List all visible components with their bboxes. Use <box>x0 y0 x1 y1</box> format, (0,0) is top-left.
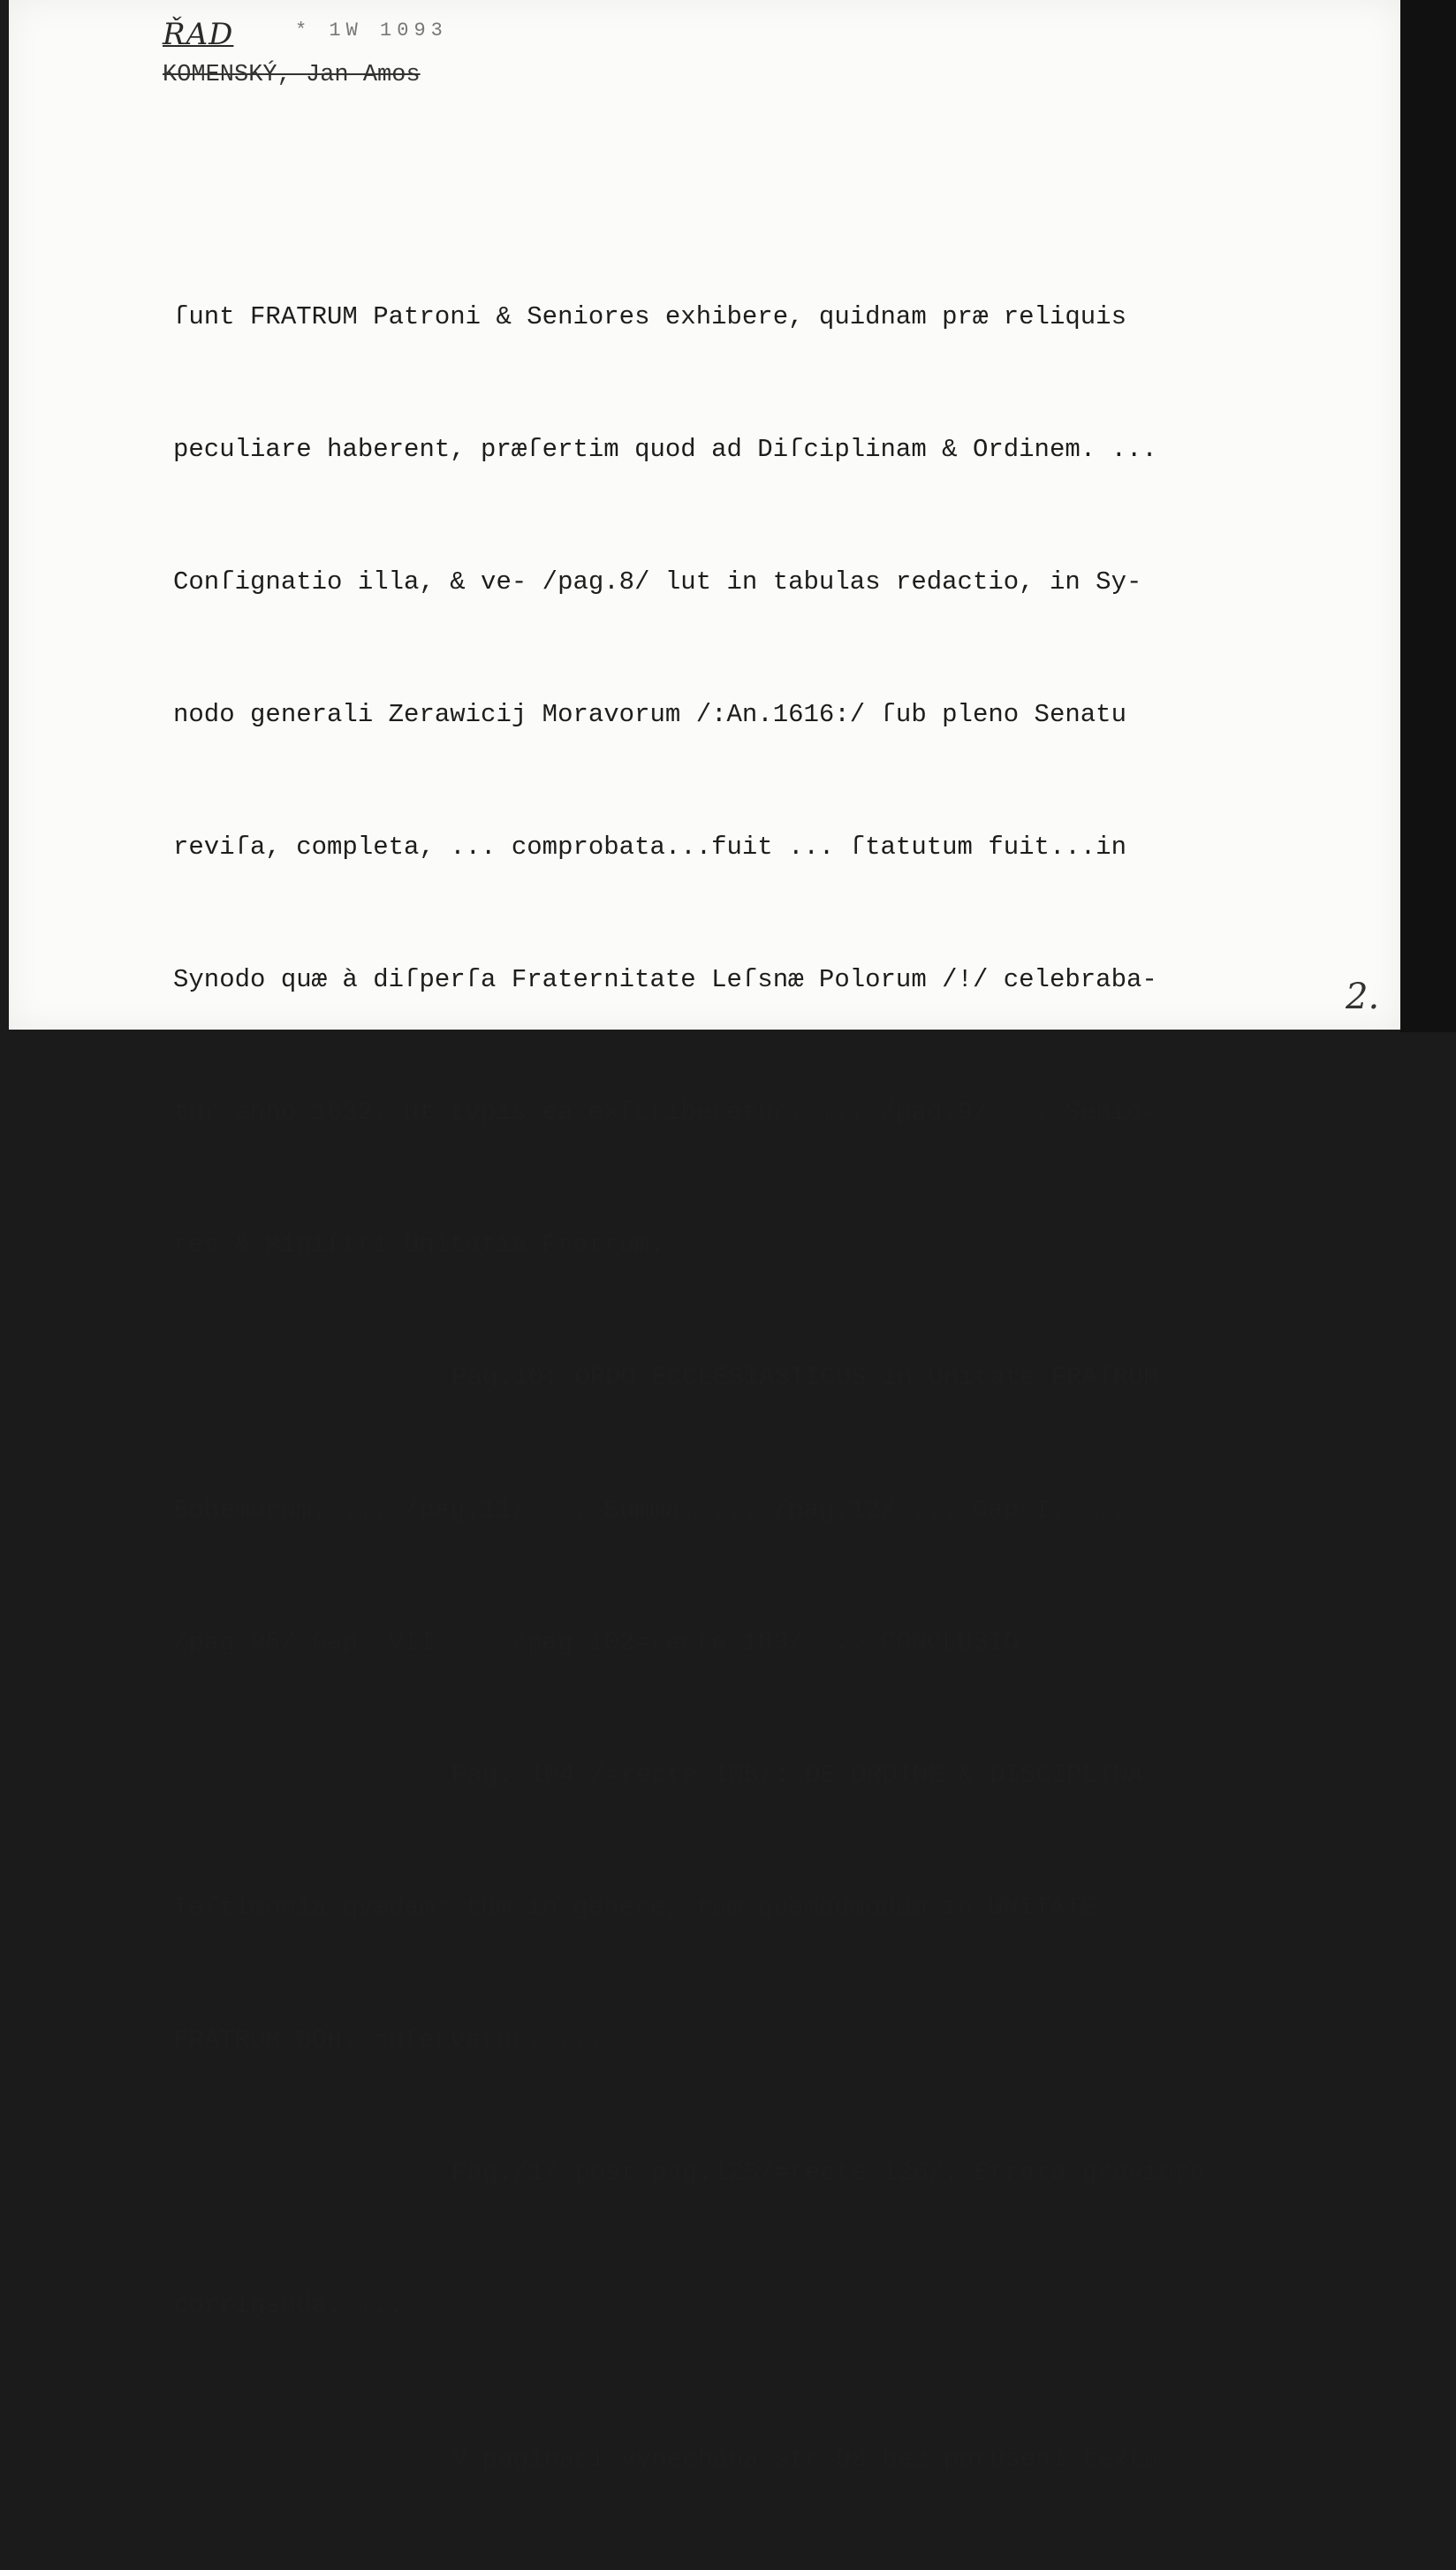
scan-edge <box>1400 0 1456 1032</box>
text-line: /pag.95/ Cap. VII. .../pag.102=recte 103/ ... CONCLUSIO. ... <box>173 1628 1096 1657</box>
text-line: reviſa, completa, ... comprobata...fuit ... ſtatutum fuit...in <box>173 833 1126 862</box>
text-line: FRATRUM BOH. obſervatur. ... <box>173 2026 604 2055</box>
rad-label: ŘAD <box>163 17 234 52</box>
text-line: tur anno 1632. ut typis ea exſcriberetur. ... /pag.9/ ... Senio- <box>173 1098 1157 1127</box>
text-line: corrigenda. ... <box>173 2291 405 2320</box>
transcription-body <box>173 207 1322 2570</box>
author-heading: KOMENSKÝ, Jan Amos <box>163 62 421 88</box>
text-line: ſunt FRATRUM Patroni & Seniores exhibere, quidnam præ reliquis <box>173 302 1126 331</box>
text-line: Bohemorum. ... /pag.11/ ... Summa. ... /pag.12/ ... Cap.I. ... <box>173 1495 1126 1525</box>
card-header <box>163 19 448 88</box>
card-page-number: 2. <box>1346 977 1380 1017</box>
text-line: peculiare haberent, præſertim quod ad Diſciplinam & Ordinem. ... <box>173 435 1157 464</box>
text-line: Conſignatio illa, & ve- /pag.8/ lut in tabulas redactio, in Sy- <box>173 567 1142 597</box>
text-line: Teſtimonia qvædam: tum in genere, tum quemadmodum in UNITATE <box>173 1893 1096 1922</box>
text-line: Pag. 104 /=recte 105/: DE ORDINE & DISCIPLINA <box>451 1760 1144 1790</box>
rad-number: * 1W 1093 <box>295 19 448 42</box>
text-line: res & Miniſtri Unitatis Fratrum. <box>173 1230 665 1259</box>
text-line: Synodo quæ à diſperſa Fraternitate Leſsnæ Polorum /!/ celebraba- <box>173 965 1157 994</box>
text-line: Pag./1/ post pag.125/=recte 126/: Errata graviora <box>451 2158 1205 2187</box>
text-line: Pag.10: ORDO ECCLESIASTICUS in Unitate FRATRUM <box>451 1363 1159 1392</box>
text-line: nodo generali Zerawicij Moravorum /:An.1616:/ ſub pleno Senatu <box>173 700 1126 729</box>
pagination-note: V paginaci vynechána str.98 bez porušení textu. <box>451 2445 1174 2474</box>
